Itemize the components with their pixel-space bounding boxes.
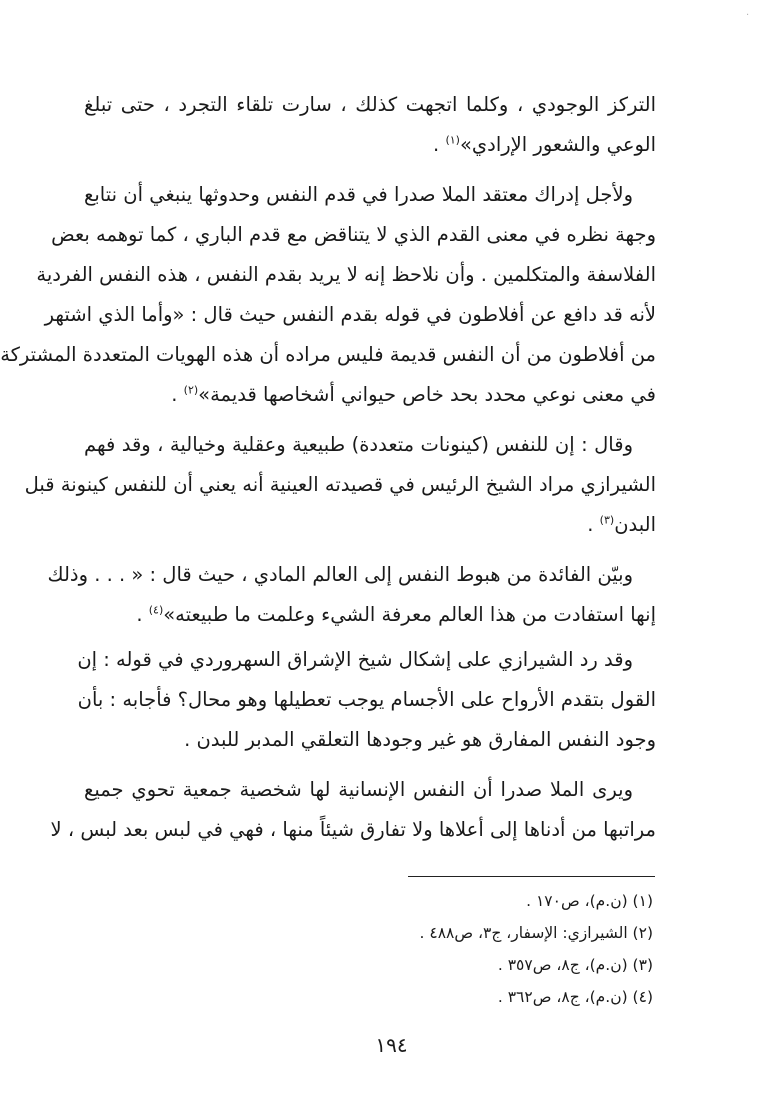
body-line-text: إنها استفادت من هذا العالم معرفة الشيء وعلمت ما طبيعته» <box>163 603 656 626</box>
footnote-ref: (٢) <box>183 383 199 397</box>
body-line: البدن$^{(٣)}$ . <box>587 513 656 536</box>
body-line: مراتبها من أدناها إلى أعلاها ولا تفارق شيئاً منها ، فهي في لبس بعد لبس ، لا <box>50 818 656 841</box>
body-line: ولأجل إدراك معتقد الملا صدرا في قدم النفس وحدوثها ينبغي أن نتابع <box>84 183 633 206</box>
body-line: وجهة نظره في معنى القدم الذي لا يتناقض مع قدم الباري ، كما توهمه بعض <box>51 223 656 246</box>
body-line-text: البدن <box>614 513 656 536</box>
body-line: وبيّن الفائدة من هبوط النفس إلى العالم المادي ، حيث قال : « . . . وذلك <box>47 563 633 586</box>
footnote-ref: (٤) <box>148 603 164 617</box>
body-line: وقال : إن للنفس (كينونات متعددة) طبيعية وعقلية وخيالية ، وقد فهم <box>84 433 633 456</box>
footnote-ref: (٣) <box>599 513 615 527</box>
body-line: القول بتقدم الأرواح على الأجسام يوجب تعطيلها وهو محال؟ فأجابه : بأن <box>77 688 656 711</box>
corner-mark: · <box>746 10 750 21</box>
page-number: ١٩٤ <box>375 1033 408 1057</box>
body-line-text: الوعي والشعور الإرادي» <box>459 133 656 156</box>
body-line: إنها استفادت من هذا العالم معرفة الشيء وعلمت ما طبيعته»$^{(٤)}$ . <box>136 603 656 626</box>
footnote: (١) (ن.م)، ص١٧٠ . <box>526 892 653 910</box>
footnote: (٤) (ن.م)، ج٨، ص٣٦٢ . <box>497 988 653 1006</box>
footnote: (٣) (ن.م)، ج٨، ص٣٥٧ . <box>497 956 653 974</box>
body-line: الوعي والشعور الإرادي»$^{(١)}$ . <box>433 133 656 156</box>
body-line: التركز الوجودي ، وكلما اتجهت كذلك ، سارت تلقاء التجرد ، حتى تبلغ <box>84 93 656 116</box>
body-line: الشيرازي مراد الشيخ الرئيس في قصيدته العينية أنه يعني أن للنفس كينونة قبل <box>24 473 656 496</box>
body-line: الفلاسفة والمتكلمين . وأن نلاحظ إنه لا يريد بقدم النفس ، هذه النفس الفردية <box>36 263 656 286</box>
body-line: من أفلاطون من أن النفس قديمة فليس مراده أن هذه الهويات المتعددة المشتركة <box>0 343 656 366</box>
body-line: وجود النفس المفارق هو غير وجودها التعلقي المدبر للبدن . <box>184 728 656 751</box>
body-line: لأنه قد دافع عن أفلاطون في قوله بقدم النفس حيث قال : «وأما الذي اشتهر <box>44 303 656 326</box>
footnote: (٢) الشيرازي: الإسفار، ج٣، ص٤٨٨ . <box>419 924 653 942</box>
body-line-text: في معنى نوعي محدد بحد خاص حيواني أشخاصها قديمة» <box>198 383 656 406</box>
body-line: وقد رد الشيرازي على إشكال شيخ الإشراق السهروردي في قوله : إن <box>77 648 633 671</box>
footnote-ref: (١) <box>445 133 460 147</box>
body-line: في معنى نوعي محدد بحد خاص حيواني أشخاصها قديمة»$^{(٢)}$ . <box>171 383 656 406</box>
body-line: ويرى الملا صدرا أن النفس الإنسانية لها شخصية جمعية تحوي جميع <box>84 778 633 801</box>
footnote-divider <box>408 876 655 877</box>
